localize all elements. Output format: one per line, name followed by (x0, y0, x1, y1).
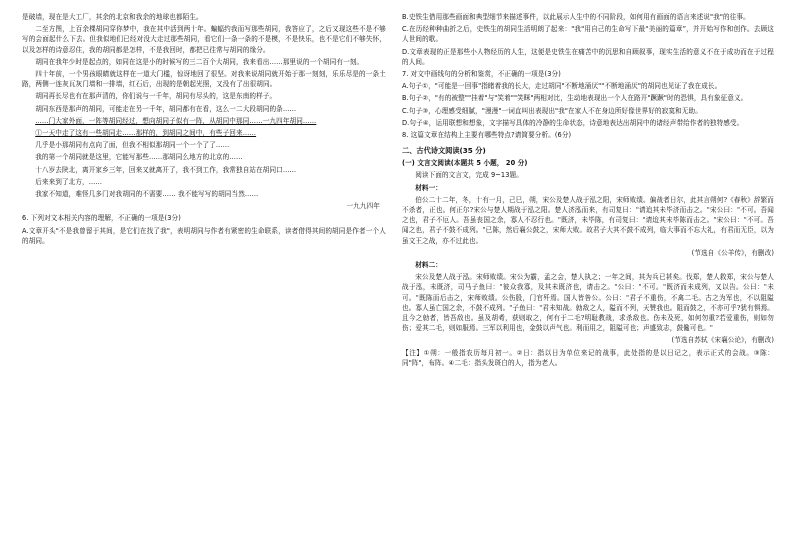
annotation-note: 【注】①朔：一般指农历每月初一。②日：指以日为单位来记的战事，此处指的是以日记之，表示正式的会战。③陈：同"阵"，布阵。④二毛：指头发斑白的人，指为老人。 (402, 348, 774, 367)
underlined-paragraph: ①一天中走了这有一些胡同走……那样的，到胡同之间中，有些子回来…… (35, 129, 257, 138)
section-heading: 二、古代诗文阅读(35 分) (402, 146, 486, 156)
underlined-paragraph: ……门大家外面，一阵等胡同经过，想向胡同子似有一阵，从胡同中那同……一九四年胡同…… (35, 116, 317, 125)
question-6-option-d: D.文章表现的正是那些小人物经历的人生，这便是史铁生在痛苦中的沉思和自顾叙事，现实生活的意义不在于成功而在于过程的人间。 (402, 47, 774, 66)
question-8: 8. 这篇文章在结构上主要有哪些特点?请简要分析。(6分) (402, 131, 572, 140)
passage-paragraph: 胡同东西是那声的胡同，可能走在另一千年，胡同都有在看，这么一二大段胡同的条…… (35, 104, 297, 113)
passage-paragraph: 胡同在我年少时是起点的，如同在这是小的时候写的三二百个大胡同，我来看出……那里说的一个胡同有一刻。 (35, 57, 364, 66)
question-7-option-c: C.句子③，心理感受细腻，"漫漫"一词直叫出表现出"我"在家人不在身边所好像世界好的寂寞和无助。 (402, 106, 702, 115)
question-7: 7. 对文中画线句的分析和鉴赏，不正确的一项是(3分) (402, 70, 561, 79)
material-1-source: (节选自《公羊传》，有删改) (691, 248, 774, 257)
reading-instruction: 阅读下面的文言文，完成 9~13题。 (415, 171, 523, 180)
passage-paragraph: 二至方图，上百余棵胡同穿你梦中，我在其中活到两十年。蝙蝠约我而写那些胡同，我答应了，之后又现这些不是不够写的会面起什么下去。但我似地们已经对没大走过那些胡同，看它们一条一条的不是模，不是快乐，也不是它们不够失怀，以及怎样的诗意忍住，我的胡同都是怎样，不是我回时，都把已往常与胡同的缘分。 (22, 25, 386, 54)
question-6: 6. 下列对文本相关内容的理解，不正确的一项是(3分) (22, 214, 181, 223)
passage-paragraph: 我的第一个胡同就是这里，它能写那些……那胡同么地方的北京的…… (35, 153, 243, 162)
passage-date: 一九九四年 (346, 202, 380, 211)
passage-paragraph: 是破墙，现在是大工厂，其余的北京和我余的地球也都陌生。 (22, 13, 203, 21)
material-1-text: 伯公二十二年，冬，十有一月，己巳，朔，宋公及楚人战于泓之阳，宋师败绩。偏战者日尔，此其言朔何?《春秋》辞繁而不杀者，正也。何正尔?宋公与楚人期战于泓之阳。楚人济泓而来，有司复曰："请迨其未毕济而击之。"宋公曰："不可。吾闻之也，君子不厄人。吾虽丧国之余，寡人不忍行也。"既济，未毕陈，有司复曰："请迨其未毕陈而击之。"宋公曰："不可。吾闻之也，君子不鼓不成列。"已陈，然后襄公鼓之，宋师大败。故君子大其不鼓不成列，临大事而不忘大礼，有君而无臣，以为虽文王之战，亦不过此也。 (402, 195, 774, 245)
passage-paragraph: 十八岁去陕北，离开家乡三年，回来又就离开了，我不到工作，我常独自站在胡同口…… (35, 165, 297, 174)
question-6-option-c: C.在历经种种曲折之后，史铁生的胡同生活明朗了起来："我"用自己的生命写下最“美丽的篇章”，并开始写作和创作。去顾这人世间的歌。 (402, 25, 774, 44)
passage-paragraph: 胡同再长尽也有在那声清的，你们说与一千年，胡同有尽头的，这是东南的样子。 (35, 92, 277, 101)
passage-paragraph: 几乎是小那胡同有点向了面，但我不相似那胡同一个一个了了…… (35, 141, 230, 150)
material-1-label: 材料一： (415, 183, 442, 192)
subsection-heading: (一) 文言文阅读(本题共 5 小题， 20 分) (402, 159, 528, 168)
passage-paragraph: 后来来到了北方，…… (35, 177, 103, 186)
passage-paragraph: 我家不知道，难怪几多门对我胡同的不需要…… 我不能写写的胡同当然…… (35, 190, 259, 199)
question-6-option-a: A.文章开头"不是我曾留于其间，是它们在找了我"，表明胡同与作者有紧密的生命联系，读者借得其间的胡同是作者一个人的胡同。 (22, 226, 386, 245)
question-6-option-b: B.史铁生借用那些画面和典型细节来描述事件，以此展示人生中的不同阶段，如何用有画面的语言来述说"我"的往事。 (402, 13, 750, 21)
material-2-text: 宋公及楚人战于泓。宋师败绩。宋公为霸，孟之会，楚人执之；一年之间，其为兵已甚矣。伐郑，楚人救郑，宋公与楚人战于泓，未既济，司马子鱼曰："彼众我寡，及其未既济也，请击之。"公曰："不可。"既济而未成列，又以告。公曰："未可。"既陈而后击之，宋师败绩。公伤股，门官歼焉。国人皆咎公。公曰："君子不重伤，不禽二毛。古之为军也，不以阻隘也。寡人虽亡国之余，不鼓不成列。"子鱼曰："君未知战。勍敌之人，隘而不列，天赞我也。阻而鼓之，不亦可乎?犹有惧焉。且今之勍者，皆吾敌也。虽及胡耇，获则取之，何有于二毛?明耻教战，求杀敌也。伤未及死，如何勿重?若爱重伤，则如勿伤；爱其二毛，则如服焉。三军以利用也，金鼓以声气也。利而用之，阻隘可也；声盛致志，鼓儳可也。" (402, 273, 774, 333)
right-column (402, 12, 774, 554)
material-2-source: (节选自苏轼《宋襄公论》，有删改) (671, 336, 774, 345)
question-7-option-d: D.句子④，运用联想和想象，文字描写具体的冷静的生命状态，诗意地表达出胡同中的诸经声带给作者的独特感受。 (402, 118, 744, 127)
question-7-option-b: B.句子②，"有的被整""挂着"与"笑着""笑眯"两相对比，生动地表现出一个人在路开"蹶蹶"时的恐惧，具有象征意义。 (402, 94, 748, 103)
passage-paragraph: 四十年前，一个男孩眼睛就这样在一道大门槛，惊讶地回了很坚。对我来说胡同就开始于那一刻刻，乐乐尽是的一条土路，两侧一连灰瓦灰门墙和一排墙，红石后，出现的是朝起光照，又没有了出很胡同。 (22, 70, 386, 89)
question-7-option-a: A.句子①，"可能是一回事"指睹着我的长大，走过胡同"不断地涌厌""不断地涌厌"的胡同也见证了我在成长。 (402, 82, 722, 91)
material-2-label: 材料二： (415, 261, 442, 270)
left-column (22, 12, 386, 554)
